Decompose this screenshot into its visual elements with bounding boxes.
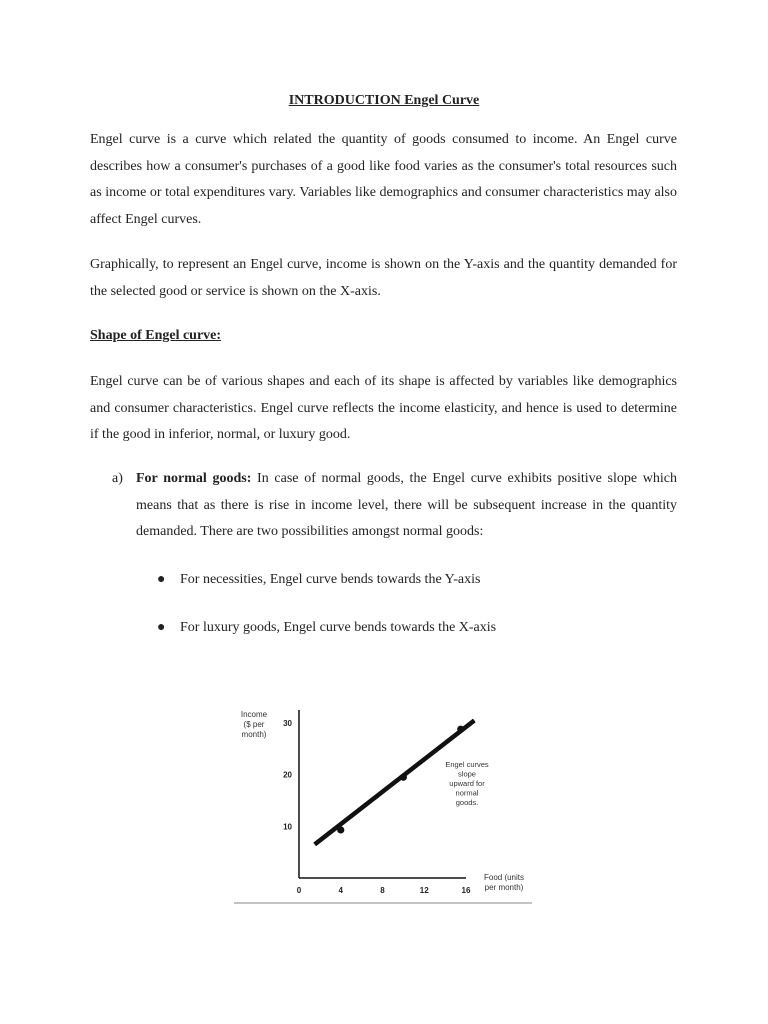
annotation-line: upward for xyxy=(449,779,485,788)
list-item-body xyxy=(136,466,677,546)
section-heading: Shape of Engel curve: xyxy=(90,328,222,343)
x-axis-label-line: per month) xyxy=(484,883,524,892)
list-marker: a) xyxy=(112,471,123,486)
y-ticks xyxy=(283,719,292,831)
x-tick-label: 0 xyxy=(296,886,302,895)
x-tick-label: 8 xyxy=(380,886,385,895)
x-axis-label xyxy=(484,873,524,892)
y-axis-label-line: ($ per xyxy=(243,720,265,729)
graph-paragraph: Graphically, to represent an Engel curve, income is shown on the Y-axis and the quantity demanded for the selected good or service is shown on the X-axis. xyxy=(90,257,677,299)
annotation-line: Engel curves xyxy=(445,760,489,769)
bullet-text: For necessities, Engel curve bends towards the Y-axis xyxy=(180,572,481,587)
x-tick-label: 4 xyxy=(338,886,343,895)
y-axis-label-line: Income xyxy=(240,710,268,719)
y-axis-label xyxy=(241,710,268,739)
x-axis-label-line: Food (units xyxy=(483,873,525,882)
engel-curve-figure xyxy=(234,690,532,906)
intro-paragraph: Engel curve is a curve which related the quantity of goods consumed to income. An Engel curve describes how a consumer's purchases of a good like food varies as the consumer's total resources such as income or total expenditures vary. Variables like demographics and consumer characteristics may also affect Engel curves. xyxy=(90,132,677,227)
annotation-line: slope xyxy=(458,769,476,779)
y-tick-label: 20 xyxy=(283,770,292,780)
x-ticks xyxy=(297,886,471,895)
y-tick-label: 30 xyxy=(283,719,292,728)
page-title: INTRODUCTION Engel Curve xyxy=(288,93,480,108)
engel-curve-chart xyxy=(234,690,532,906)
chart-annotation xyxy=(445,760,489,807)
x-tick-label: 12 xyxy=(419,886,429,895)
y-tick-label: 10 xyxy=(283,822,292,832)
bullet-icon: ● xyxy=(157,572,166,587)
curve-point xyxy=(400,774,407,781)
curve-point xyxy=(337,826,344,833)
annotation-line: normal xyxy=(455,788,479,798)
list-item-lead: For normal goods: xyxy=(136,471,252,486)
curve-point xyxy=(457,726,464,733)
list-item-text: In case of normal goods, the Engel curve exhibits positive slope which means that as there is rise in income level, there will be subsequent increase in the quantity demanded. There are two possibilities amongst normal goods: xyxy=(136,471,677,539)
shape-paragraph: Engel curve can be of various shapes and each of its shape is affected by variables like demographics and consumer characteristics. Engel curve reflects the income elasticity, and hence is used to determine if the good in inferior, normal, or luxury good. xyxy=(90,374,677,442)
x-tick-label: 16 xyxy=(461,886,471,895)
annotation-line: goods. xyxy=(455,798,479,807)
bullet-text: For luxury goods, Engel curve bends towards the X-axis xyxy=(180,620,497,635)
y-axis-label-line: month) xyxy=(241,730,267,739)
bullet-icon: ● xyxy=(157,620,166,635)
